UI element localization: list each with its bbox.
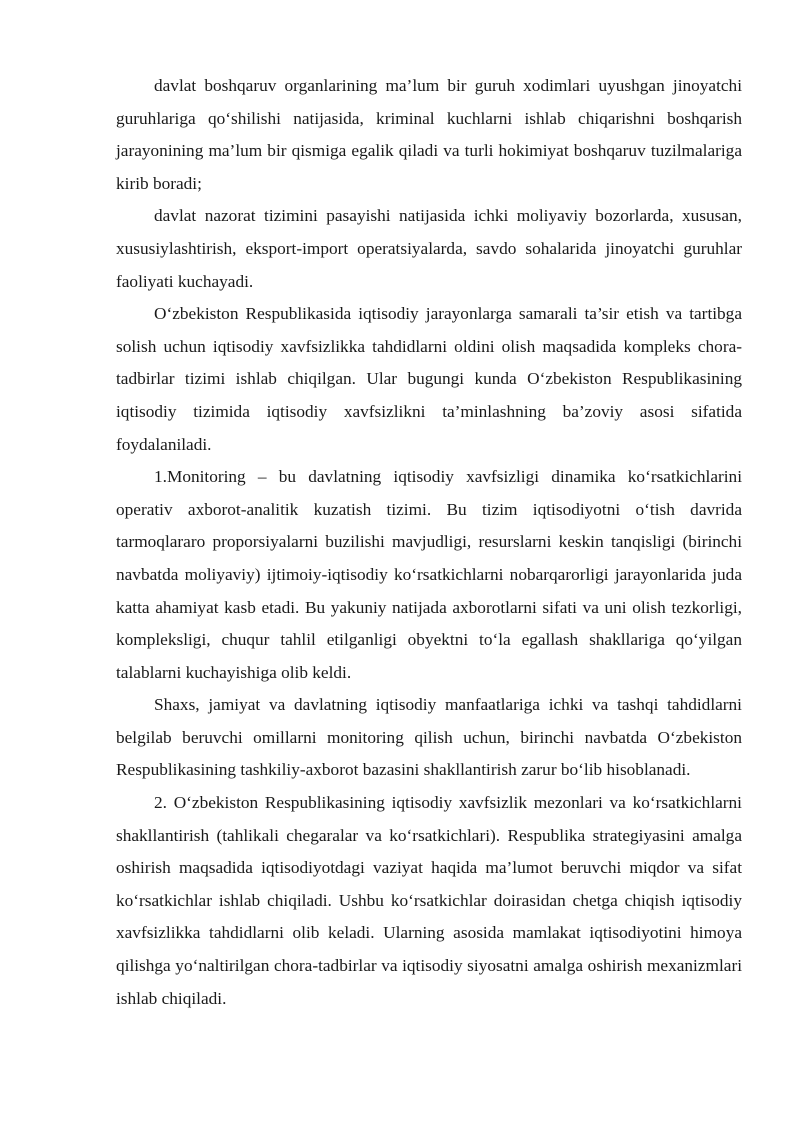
paragraph-state-control: davlat nazorat tizimini pasayishi natijasida ichki moliyaviy bozorlarda, xususan, xususiylashtirish, eksport-import operatsiyalarda, savdo sohalarida jinoyatchi guruhlar faoliyati kuchayadi.	[116, 206, 742, 291]
paragraph-uzbekistan-measures: O‘zbekiston Respublikasida iqtisodiy jarayonlarga samarali ta’sir etish va tartibga solish uchun iqtisodiy xavfsizlikka tahdidlarni oldini olish maqsadida kompleks chora-tadbirlar tizimi ishlab chiqilgan. Ular bugungi kunda O‘zbekiston Respublikasining iqtisodiy tizimida iqtisodiy xavfsizlikni ta’minlashning ba’zoviy asosi sifatida foydalaniladi.	[116, 304, 742, 454]
paragraph-economic-interests: Shaxs, jamiyat va davlatning iqtisodiy manfaatlariga ichki va tashqi tahdidlarni belgilab beruvchi omillarni monitoring qilish uchun, birinchi navbatda O‘zbekiston Respublikasining tashkiliy-axborot bazasini shakllantirish zarur bo‘lib hisoblanadi.	[116, 695, 742, 780]
paragraph-officials-criminal-groups: davlat boshqaruv organlarining ma’lum bir guruh xodimlari uyushgan jinoyatchi guruhlariga qo‘shilishi natijasida, kriminal kuchlarni ishlab chiqarishni boshqarish jarayonining ma’lum bir qismiga egalik qiladi va turli hokimiyat boshqaruv tuzilmalariga kirib boradi;	[116, 76, 742, 193]
paragraph-security-criteria: 2. O‘zbekiston Respublikasining iqtisodiy xavfsizlik mezonlari va ko‘rsatkichlarni shakllantirish (tahlikali chegaralar va ko‘rsatkichlari). Respublika strategiyasini amalga oshirish maqsadida iqtisodiyotdagi vaziyat haqida ma’lumot beruvchi miqdor va sifat ko‘rsatkichlar ishlab chiqiladi. Ushbu ko‘rsatkichlar doirasidan chetga chiqish iqtisodiy xavfsizlikka tahdidlarni olib keladi. Ularning asosida mamlakat iqtisodiyotini himoya qilishga yo‘naltirilgan chora-tadbirlar va iqtisodiy siyosatni amalga oshirish mexanizmlari ishlab chiqiladi.	[116, 793, 742, 1008]
paragraph-monitoring: 1.Monitoring – bu davlatning iqtisodiy xavfsizligi dinamika ko‘rsatkichlarini operativ axborot-analitik kuzatish tizimi. Bu tizim iqtisodiyotni o‘tish davrida tarmoqlararo proporsiyalarni buzilishi mavjudligi, resurslarni keskin tanqisligi (birinchi navbatda moliyaviy) ijtimoiy-iqtisodiy ko‘rsatkichlarni nobarqarorligi jarayonlarida juda katta ahamiyat kasb etadi. Bu yakuniy natijada axborotlarni sifati va uni olish tezkorligi, kompleksligi, chuqur tahlil etilganligi obyektni to‘la egallash shakllariga qo‘yilgan talablarni kuchayishiga olib keldi.	[116, 467, 742, 682]
document-page	[116, 70, 742, 1015]
